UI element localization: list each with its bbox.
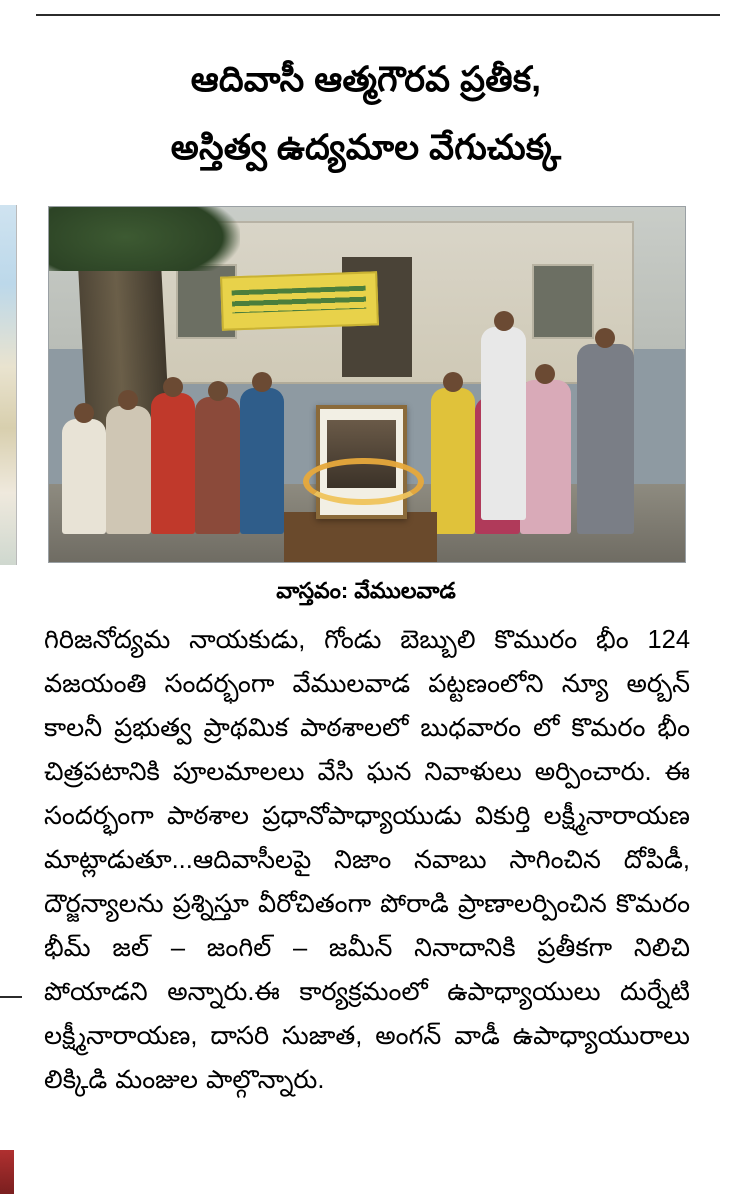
photo-person — [151, 393, 196, 534]
adjacent-column-sliver-lower — [0, 1150, 14, 1194]
photo-banner-text — [231, 286, 366, 314]
photo-table — [284, 512, 437, 562]
photo-garland — [303, 458, 423, 506]
photo-person — [520, 380, 571, 534]
photo-person — [106, 406, 151, 534]
photo-person-teacher — [481, 327, 526, 521]
photo-person — [195, 397, 240, 533]
headline — [46, 46, 686, 182]
photo-person — [577, 344, 634, 533]
headline-line-2: అస్తిత్వ ఉద్యమాల వేగుచుక్క — [170, 128, 562, 167]
photo-person — [431, 388, 476, 533]
article-photo — [48, 206, 686, 563]
dateline: వాస్తవం: వేములవాడ — [276, 578, 456, 603]
photo-person — [62, 419, 107, 533]
headline-line-1: ఆదివాసీ ఆత్మగౌరవ ప్రతీక, — [190, 60, 542, 99]
adjacent-column-rule — [0, 996, 22, 998]
article-body — [44, 618, 690, 1102]
photo-person — [240, 388, 285, 533]
adjacent-column-sliver — [0, 205, 17, 565]
article-body-paragraph: గిరిజనోద్యమ నాయకుడు, గోండు బెబ్బులి కొమురం భీం 124 వజయంతి సందర్భంగా వేములవాడ పట్టణంలోని న్యూ అర్బన్ కాలనీ ప్రభుత్వ ప్రాథమిక పాఠశాలలో బుధవారం లో కొమరం భీం చిత్రపటానికి పూలమాలలు వేసి ఘన నివాళులు అర్పించారు. ఈ సందర్భంగా పాఠశాల ప్రధానోపాధ్యాయుడు వికుర్తి లక్ష్మీనారాయణ మాట్లాడుతూ...ఆదివాసీలపై నిజాం నవాబు సాగించిన దోపిడీ, దౌర్జన్యాలను ప్రశ్నిస్తూ వీరోచితంగా పోరాడి ప్రాణాలర్పించిన కొమరం భీమ్ జల్ – జంగిల్ – జమీన్ నినాదానికి ప్రతీకగా నిలిచి పోయాడని అన్నారు.ఈ కార్యక్రమంలో ఉపాధ్యాయులు దుర్నేటి లక్ష్మీనారాయణ, దాసరి సుజాత, అంగన్ వాడీ ఉపాధ్యాయురాలు లిక్కిడి మంజుల పాల్గొన్నారు. — [44, 626, 690, 1094]
column-top-rule — [36, 14, 720, 16]
photo-tree-leaves — [49, 206, 240, 271]
